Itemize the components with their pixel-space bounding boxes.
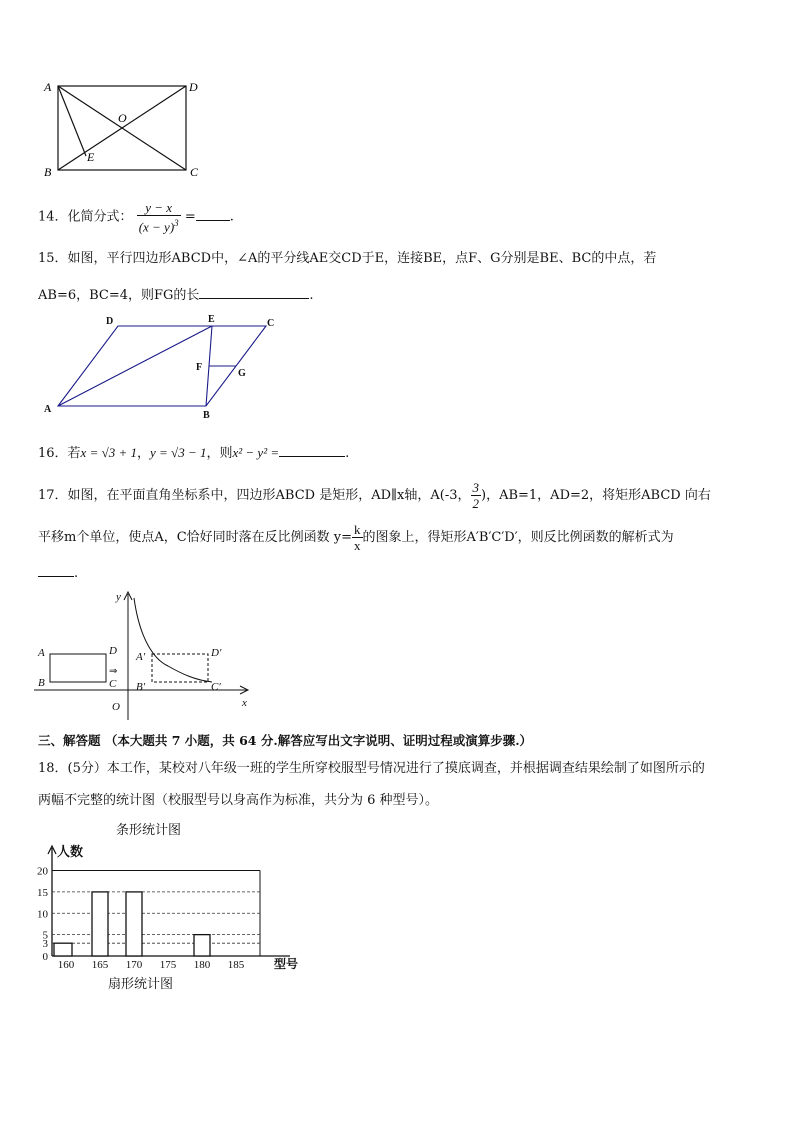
bar (92, 892, 108, 956)
question-17-line3: . (38, 562, 78, 583)
x-tick-label: 170 (125, 959, 143, 970)
parallelogram-figure (36, 312, 286, 422)
label-B-prime: B′ (136, 681, 146, 693)
y-tick-label: 20 (37, 865, 48, 878)
label-F: F (196, 362, 203, 373)
label-E: E (87, 150, 95, 164)
rectangle-figure (40, 76, 210, 184)
q17-answer-blank[interactable] (38, 562, 74, 577)
x-tick-label: 175 (159, 959, 177, 970)
y-tick-label: 5 (42, 929, 48, 942)
question-14: 14．化简分式： $\frac{y - x}{(x - y)^3}$ = . (38, 200, 234, 235)
label-A: A (38, 647, 45, 659)
label-A: A (44, 404, 52, 415)
question-18-line2: 两幅不完整的统计图（校服型号以身高作为标准，共分为 6 种型号）。 (38, 793, 439, 808)
question-15-line2: AB=6，BC=4，则FG的长 . (38, 284, 314, 305)
q14-fraction (137, 200, 181, 234)
y-axis-label: 人数 (57, 844, 84, 859)
label-C: C (109, 678, 117, 690)
q14-label: 14．化简分式： (38, 209, 133, 225)
coordinate-figure (30, 586, 260, 726)
label-D: D (109, 645, 117, 657)
label-D: D (106, 316, 114, 327)
q16-y-equation: y = √3 − 1 (150, 445, 207, 460)
section-3-heading: 三、解答题 （本大题共 7 小题，共 64 分.解答应写出文字说明、证明过程或演算步骤.） (38, 733, 533, 748)
axis-x-label: x (242, 697, 247, 709)
x-tick-label: 180 (193, 959, 211, 970)
q17-fraction: $\frac{3}{2}$ (472, 480, 479, 511)
x-tick-label: 165 (91, 959, 109, 970)
axis-y-label: y (116, 591, 121, 603)
x-tick-label: 160 (57, 959, 75, 970)
q16-answer-blank[interactable] (279, 442, 345, 457)
q16-expression: x² − y² = (232, 445, 280, 460)
q17-k-over-x: $\frac{k}{x}$ (354, 522, 361, 553)
question-18-line1: 18．(5分）本工作，某校对八年级一班的学生所穿校服型号情况进行了摸底调查，并根据调查结果绘制了如图所示的 (38, 761, 705, 776)
q14-answer-blank[interactable] (196, 206, 230, 221)
y-tick-label: 0 (42, 951, 48, 963)
bar-chart (28, 840, 308, 970)
question-16: 16．若x = √3 + 1，y = √3 − 1，则x² − y² = . (38, 442, 349, 463)
bar (194, 935, 210, 956)
x-axis-label: 型号 (274, 957, 299, 970)
label-G: G (238, 368, 246, 379)
y-tick-label: 3 (42, 938, 48, 951)
question-17-line1: 17．如图，在平面直角坐标系中，四边形ABCD 是矩形，AD∥x轴，A(-3， $\frac{3}{2}$ )，AB=1，AD=2，将矩形ABCD 向右 (38, 480, 711, 511)
label-C: C (267, 318, 275, 329)
label-C-prime: C′ (211, 681, 221, 693)
bar-chart-title: 条形统计图 (116, 823, 182, 838)
shift-arrow-icon: ⇒ (109, 666, 118, 677)
label-B: B (203, 410, 210, 421)
question-15-line1: 15．如图，平行四边形ABCD中，∠A的平分线AE交CD于E，连接BE，点F、G分别是BE、BC的中点，若 (38, 251, 657, 266)
label-A: A (44, 80, 52, 94)
bar (126, 892, 142, 956)
label-D-prime: D′ (211, 647, 222, 659)
q14-fraction-numerator: y − x (137, 200, 181, 216)
y-tick-label: 10 (37, 908, 48, 921)
q16-x-equation: x = √3 + 1 (80, 445, 137, 460)
label-C: C (190, 165, 199, 179)
bar (54, 943, 72, 956)
question-17-line2: 平移m个单位，使点A，C恰好同时落在反比例函数 y= $\frac{k}{x}$ 的图象上，得矩形A′B′C′D′，则反比例函数的解析式为 (38, 522, 674, 553)
x-tick-label: 185 (227, 959, 245, 970)
q14-equals: = (184, 209, 196, 225)
label-D: D (189, 80, 198, 94)
y-tick-label: 15 (37, 886, 48, 899)
label-B: B (44, 165, 52, 179)
label-B: B (38, 677, 45, 689)
origin-label: O (112, 701, 120, 713)
label-E: E (208, 314, 215, 325)
label-A-prime: A′ (136, 651, 146, 663)
label-O: O (118, 111, 127, 125)
q15-answer-blank[interactable] (199, 284, 309, 299)
pie-chart-title: 扇形统计图 (108, 977, 174, 992)
q14-fraction-denominator: $(x - y)^3$ (138, 218, 179, 235)
